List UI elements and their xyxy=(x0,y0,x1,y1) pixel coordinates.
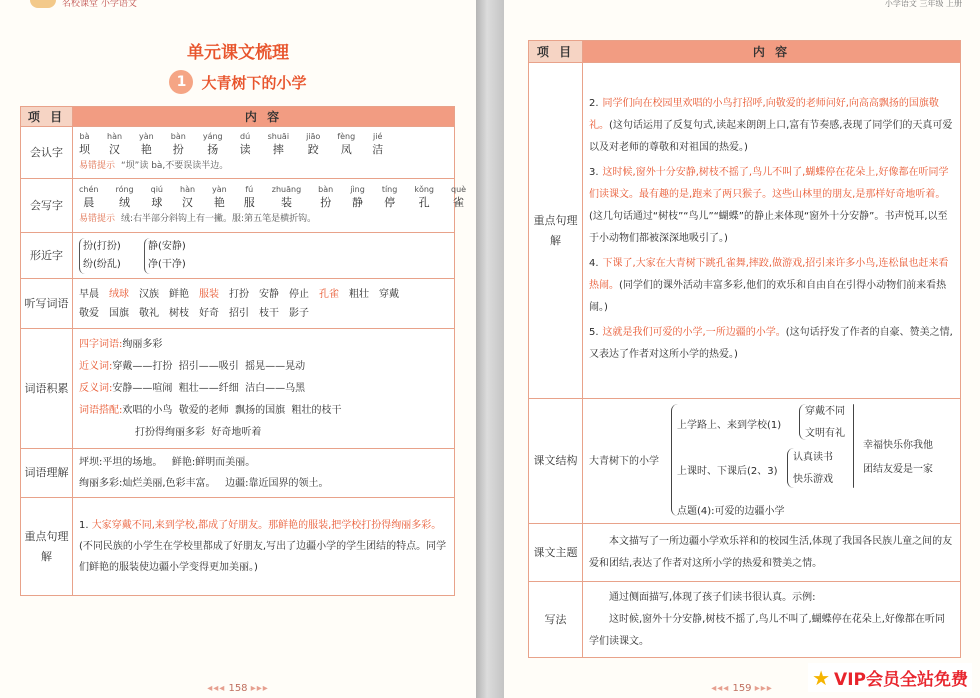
char-item xyxy=(79,184,102,211)
pinyin: bàn xyxy=(318,185,334,194)
dictation-word: 国旗 xyxy=(109,307,129,319)
structure-leaf-2a: 认真读书 xyxy=(793,452,833,463)
method-line-1: 通过侧面描写,体现了孩子们读书很认真。示例: xyxy=(609,591,816,603)
book-gutter xyxy=(476,0,504,698)
item-number: 4. xyxy=(589,257,599,269)
pinyin: jié xyxy=(373,132,383,141)
hanzi: 扬 xyxy=(207,143,219,156)
hanzi: 摔 xyxy=(272,143,284,156)
left-header-series: 名校课堂 小学语文 xyxy=(62,0,137,9)
dictation-word: 好奇 xyxy=(199,307,219,319)
key-sentence: 下课了,大家在大青树下跳孔雀舞,摔跤,做游戏,招引来许多小鸟,连松鼠也赶来看热闹。 xyxy=(589,257,949,291)
col-header-item: 项 目 xyxy=(529,41,583,63)
understanding-line-2: 绚丽多彩:灿烂美丽,色彩丰富。 边疆:靠近国界的领土。 xyxy=(79,478,329,489)
structure-branch-1: 上学路上、来到学校(1) xyxy=(677,420,782,431)
write-char-list xyxy=(79,184,467,211)
dictation-word: 孔雀 xyxy=(319,288,339,300)
char-item xyxy=(272,184,305,211)
char-item xyxy=(337,131,359,158)
right-content-table xyxy=(528,40,961,658)
pinyin: kǒng xyxy=(414,185,435,194)
row-label: 重点句理解 xyxy=(529,63,583,399)
row-understanding xyxy=(21,449,455,498)
key-sentence-item xyxy=(589,93,954,159)
key-explain: (这句话抒发了作者的自豪、赞美之情,又表达了作者对这所小学的热爱。) xyxy=(589,326,953,360)
pinyin: yáng xyxy=(202,132,223,141)
pinyin: fèng xyxy=(337,132,356,141)
vip-watermark[interactable] xyxy=(808,663,972,692)
hanzi: 艳 xyxy=(140,143,152,156)
row-dictation xyxy=(21,279,455,329)
structure-diagram xyxy=(589,402,954,520)
left-content-table xyxy=(20,106,467,596)
hanzi: 扮 xyxy=(172,143,184,156)
hanzi: 晨 xyxy=(83,196,95,209)
pinyin: chén xyxy=(79,185,99,194)
char-item xyxy=(382,184,402,211)
char-item xyxy=(212,184,231,211)
hanzi: 跤 xyxy=(307,143,319,156)
key-explain: (同学们的课外活动丰富多彩,他们的欢乐和自由自在引得小动物们前来看热闹。) xyxy=(589,279,947,313)
char-item xyxy=(107,131,126,158)
row-label: 词语理解 xyxy=(21,449,73,498)
dictation-word: 敬礼 xyxy=(139,307,159,319)
structure-branch-3: 点题(4):可爱的边疆小学 xyxy=(677,506,785,517)
char-item xyxy=(414,184,438,211)
hanzi: 扮 xyxy=(320,196,332,209)
hanzi: 停 xyxy=(384,196,396,209)
hanzi: 服 xyxy=(243,196,255,209)
dictation-word: 绒球 xyxy=(109,288,129,300)
left-page xyxy=(0,0,476,698)
lesson-heading xyxy=(0,70,476,94)
star-icon: ★ xyxy=(812,665,831,690)
pinyin: shuāi xyxy=(267,132,290,141)
char-item xyxy=(79,131,94,158)
row-label: 课文结构 xyxy=(529,399,583,524)
dictation-word: 招引 xyxy=(229,307,249,319)
row-recognize xyxy=(21,127,455,179)
row-label: 会写字 xyxy=(21,179,73,233)
dictation-word: 汉族 xyxy=(139,288,159,300)
brand-logo-icon xyxy=(30,0,56,8)
hanzi: 雀 xyxy=(453,196,465,209)
key-sentence-item xyxy=(589,253,954,319)
dictation-word: 安静 xyxy=(259,288,279,300)
pinyin: dú xyxy=(240,132,251,141)
key-explain: (这句话运用了反复句式,读起来朗朗上口,富有节奏感,表现了同学们的天真可爱以及对老师的尊敬和对祖国的热爱。) xyxy=(589,119,953,153)
brace-summary xyxy=(853,404,854,488)
pinyin: yàn xyxy=(139,132,154,141)
dictation-word: 早晨 xyxy=(79,288,99,300)
tip-note: 易错提示 “坝”读 bà,不要误读半边。 xyxy=(79,161,229,171)
char-item xyxy=(180,184,199,211)
pinyin: tíng xyxy=(381,185,398,194)
col-header-item: 项 目 xyxy=(21,107,73,127)
similar-group-2: 静(安静) 净(干净) xyxy=(144,238,186,274)
dictation-word: 枝干 xyxy=(259,307,279,319)
method-line-2: 这时候,窗外十分安静,树枝不摇了,鸟儿不叫了,蝴蝶停在花朵上,好像都在听同学们读课文。 xyxy=(589,613,945,647)
char-item xyxy=(139,131,158,158)
dictation-line-2 xyxy=(79,304,448,323)
row-label: 写法 xyxy=(529,582,583,658)
structure-summary-2: 团结友爱是一家 xyxy=(863,464,933,475)
key-sentence-item xyxy=(589,162,954,250)
dictation-word: 影子 xyxy=(289,307,309,319)
four-char-words: 四字词语:绚丽多彩 xyxy=(79,338,163,350)
row-label: 重点句理解 xyxy=(21,498,73,596)
row-label: 词语积累 xyxy=(21,329,73,449)
char-item xyxy=(171,131,190,158)
understanding-line-1: 坪坝:平坦的场地。 鲜艳:鲜明而美丽。 xyxy=(79,457,256,468)
row-label: 会认字 xyxy=(21,127,73,179)
hanzi: 洁 xyxy=(372,143,384,156)
char-item xyxy=(451,184,470,211)
item-number: 2. xyxy=(589,97,599,109)
dictation-word: 敬爱 xyxy=(79,307,99,319)
item-number: 5. xyxy=(589,326,599,338)
pinyin: jiāo xyxy=(306,132,321,141)
pinyin: què xyxy=(451,185,467,194)
dictation-word: 树枝 xyxy=(169,307,189,319)
key-sentence: 这时候,窗外十分安静,树枝不摇了,鸟儿不叫了,蝴蝶停在花朵上,好像都在听同学们读课文。最有趣的是,跑来了两只猴子。这些山林里的朋友,是那样好奇地听着。 xyxy=(589,166,949,200)
row-write xyxy=(21,179,455,233)
tip-note: 易错提示 绒:右半部分斜钩上有一撇。服:第五笔是横折钩。 xyxy=(79,214,317,224)
hanzi: 艳 xyxy=(213,196,225,209)
lesson-title: 大青树下的小学 xyxy=(201,73,307,92)
row-key-sentence xyxy=(529,63,961,399)
char-item xyxy=(244,184,259,211)
structure-leaf-1a: 穿戴不同 xyxy=(805,406,845,417)
pinyin: róng xyxy=(115,185,134,194)
col-header-content: 内 容 xyxy=(73,107,455,127)
char-item xyxy=(372,131,387,158)
unit-title: 单元课文梳理 xyxy=(187,43,289,63)
antonyms: 反义词:安静——喧闹 粗壮——纤细 洁白——乌黑 xyxy=(79,382,306,394)
key-sentence: 同学们向在校园里欢唱的小鸟打招呼,向敬爱的老师问好,向高高飘扬的国旗敬礼。 xyxy=(589,97,939,131)
key-explain: (不同民族的小学生在学校里都成了好朋友,写出了边疆小学的学生团结的特点。同学们鲜艳的服装使边疆小学变得更加美丽。) xyxy=(79,541,447,573)
collocations-line-2: 打扮得绚丽多彩 好奇地听着 xyxy=(135,426,262,438)
pinyin: jìng xyxy=(350,185,365,194)
row-key-sentence xyxy=(21,498,455,596)
dictation-word: 穿戴 xyxy=(379,288,399,300)
row-theme xyxy=(529,524,961,582)
hanzi: 读 xyxy=(239,143,251,156)
char-item xyxy=(350,184,369,211)
row-structure xyxy=(529,399,961,524)
char-item xyxy=(203,131,227,158)
row-method xyxy=(529,582,961,658)
dictation-word: 粗壮 xyxy=(349,288,369,300)
char-item xyxy=(240,131,255,158)
col-header-content: 内 容 xyxy=(583,41,961,63)
pinyin: qiú xyxy=(150,185,163,194)
item-number: 1. xyxy=(79,520,89,531)
pinyin: hàn xyxy=(107,132,123,141)
theme-text: 本文描写了一所边疆小学欢乐祥和的校园生活,体现了我国各民族儿童之间的友爱和团结,表达了作者对这所小学的热爱和赞美之情。 xyxy=(583,524,961,582)
key-sentence-list xyxy=(583,63,961,399)
row-similar xyxy=(21,233,455,279)
page-number-left: ◂◂◂ 158 ▸▸▸ xyxy=(207,683,269,694)
row-label: 形近字 xyxy=(21,233,73,279)
char-item xyxy=(268,131,293,158)
right-header-series: 小学语文 三年级 上册 xyxy=(884,0,962,8)
pinyin: yàn xyxy=(212,185,227,194)
similar-group-1: 扮(打扮) 纷(纷乱) xyxy=(79,238,121,274)
recognize-char-list xyxy=(79,131,448,158)
dictation-word: 停止 xyxy=(289,288,309,300)
hanzi: 绒 xyxy=(119,196,131,209)
structure-root: 大青树下的小学 xyxy=(589,456,659,467)
pinyin: bà xyxy=(79,132,90,141)
structure-leaf-2b: 快乐游戏 xyxy=(793,474,833,485)
hanzi: 装 xyxy=(280,196,292,209)
collocations: 词语搭配:欢唱的小鸟 敬爱的老师 飘扬的国旗 粗壮的枝干 xyxy=(79,404,342,416)
row-label: 听写词语 xyxy=(21,279,73,329)
dictation-word: 鲜艳 xyxy=(169,288,189,300)
key-explain: (这几句话通过“树枝”“鸟儿”“蝴蝶”的静止来体现“窗外十分安静”。书声悦耳,以至于小动物们都被深深地吸引了。) xyxy=(589,210,948,244)
structure-summary-1: 幸福快乐你我他 xyxy=(863,440,933,451)
hanzi: 孔 xyxy=(418,196,430,209)
pinyin: hàn xyxy=(180,185,196,194)
key-sentence: 大家穿戴不同,来到学校,都成了好朋友。那鲜艳的服装,把学校打扮得绚丽多彩。 xyxy=(91,520,442,531)
page-number-right: ◂◂◂ 159 ▸▸▸ xyxy=(711,683,773,694)
hanzi: 球 xyxy=(151,196,163,209)
char-item xyxy=(151,184,167,211)
dictation-word: 服装 xyxy=(199,288,219,300)
pinyin: fú xyxy=(245,185,254,194)
hanzi: 凤 xyxy=(340,143,352,156)
row-accumulation xyxy=(21,329,455,449)
row-label: 课文主题 xyxy=(529,524,583,582)
key-sentence: 这就是我们可爱的小学,一所边疆的小学。 xyxy=(602,326,786,338)
dictation-word: 打扮 xyxy=(229,288,249,300)
char-item xyxy=(318,184,337,211)
lesson-number-badge: 1 xyxy=(169,70,193,94)
char-item xyxy=(306,131,324,158)
vip-text: VIP会员全站免费 xyxy=(834,670,968,690)
hanzi: 坝 xyxy=(79,143,90,156)
key-sentence-item xyxy=(589,322,954,366)
pinyin: zhuāng xyxy=(271,185,302,194)
structure-leaf-1b: 文明有礼 xyxy=(805,428,845,439)
hanzi: 汉 xyxy=(182,196,194,209)
hanzi: 静 xyxy=(352,196,364,209)
char-item xyxy=(115,184,137,211)
hanzi: 汉 xyxy=(109,143,121,156)
synonyms: 近义词:穿戴——打扮 招引——吸引 摇晃——晃动 xyxy=(79,360,306,372)
structure-branch-2: 上课时、下课后(2、3) xyxy=(677,466,778,477)
pinyin: bàn xyxy=(170,132,186,141)
dictation-line-1 xyxy=(79,285,448,304)
item-number: 3. xyxy=(589,166,599,178)
right-page xyxy=(504,0,980,698)
